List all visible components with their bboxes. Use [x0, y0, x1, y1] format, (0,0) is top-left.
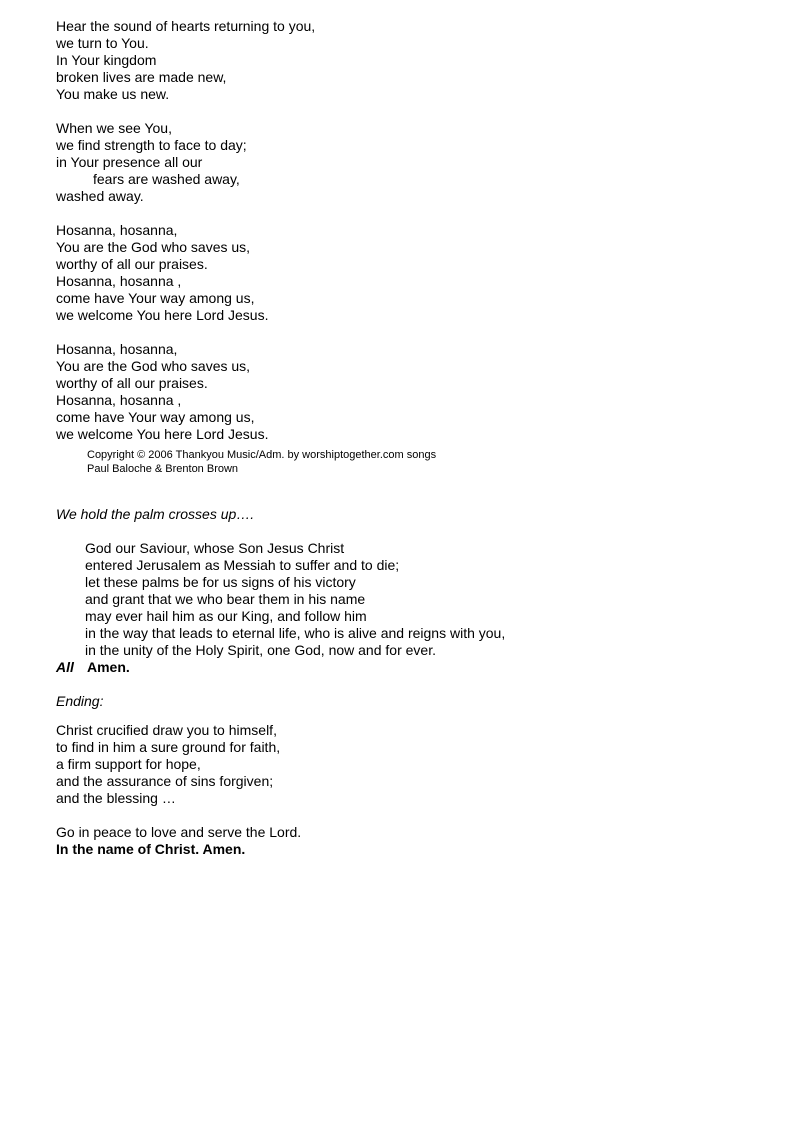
copyright-notice — [56, 448, 756, 476]
song-stanza-1 — [56, 18, 756, 103]
blessing — [56, 722, 756, 807]
dismissal-line: Go in peace to love and serve the Lord. — [56, 824, 302, 840]
blessing-line: a firm support for hope, — [56, 756, 201, 772]
lyric-line: In Your kingdom — [56, 52, 157, 68]
ending-heading: Ending: — [56, 693, 104, 709]
song-authors: Paul Baloche & Brenton Brown — [87, 463, 239, 475]
lyric-line: You make us new. — [56, 86, 170, 102]
song-chorus-2 — [56, 341, 756, 443]
lyric-line: You are the God who saves us, — [56, 358, 251, 374]
lyric-line: Hosanna, hosanna , — [56, 392, 182, 408]
prayer-line: let these palms be for us signs of his victory — [85, 574, 356, 590]
lyric-line: in Your presence all our — [56, 154, 203, 170]
final-response: In the name of Christ. Amen. — [56, 841, 246, 857]
lyric-line: come have Your way among us, — [56, 409, 255, 425]
song-stanza-2 — [56, 120, 756, 205]
prayer-line: and grant that we who bear them in his name — [85, 591, 366, 607]
service-sheet-page — [56, 18, 756, 875]
response-speaker: All — [56, 659, 74, 675]
palm-cross-instruction: We hold the palm crosses up…. — [56, 506, 255, 522]
lyric-line: When we see You, — [56, 120, 172, 136]
lyric-line: Hosanna, hosanna , — [56, 273, 182, 289]
blessing-line: and the assurance of sins forgiven; — [56, 773, 274, 789]
lyric-line: we welcome You here Lord Jesus. — [56, 307, 269, 323]
lyric-line-indented: fears are washed away, — [93, 171, 240, 187]
lyric-line: Hear the sound of hearts returning to you, — [56, 18, 316, 34]
lyric-line: worthy of all our praises. — [56, 256, 208, 272]
prayer-line: entered Jerusalem as Messiah to suffer and to die; — [85, 557, 400, 573]
lyric-line: we welcome You here Lord Jesus. — [56, 426, 269, 442]
lyric-line: Hosanna, hosanna, — [56, 222, 178, 238]
prayer-line: God our Saviour, whose Son Jesus Christ — [85, 540, 345, 556]
congregation-response — [56, 659, 756, 676]
lyric-line: worthy of all our praises. — [56, 375, 208, 391]
prayer-line: in the way that leads to eternal life, who is alive and reigns with you, — [85, 625, 506, 641]
prayer-line: in the unity of the Holy Spirit, one God, now and for ever. — [85, 642, 436, 658]
lyric-line: we turn to You. — [56, 35, 149, 51]
lyric-line: we find strength to face to day; — [56, 137, 247, 153]
blessing-line: to find in him a sure ground for faith, — [56, 739, 281, 755]
dismissal — [56, 824, 756, 858]
lyric-line: broken lives are made new, — [56, 69, 227, 85]
prayer-line: may ever hail him as our King, and follow him — [85, 608, 367, 624]
palm-prayer — [56, 540, 756, 659]
lyric-line: Hosanna, hosanna, — [56, 341, 178, 357]
blessing-line: Christ crucified draw you to himself, — [56, 722, 277, 738]
lyric-line: come have Your way among us, — [56, 290, 255, 306]
song-chorus-1 — [56, 222, 756, 324]
copyright-line: Copyright © 2006 Thankyou Music/Adm. by worshiptogether.com songs — [87, 449, 437, 461]
lyric-line: washed away. — [56, 188, 144, 204]
lyric-line: You are the God who saves us, — [56, 239, 251, 255]
response-text: Amen. — [87, 659, 130, 675]
blessing-line: and the blessing … — [56, 790, 176, 806]
